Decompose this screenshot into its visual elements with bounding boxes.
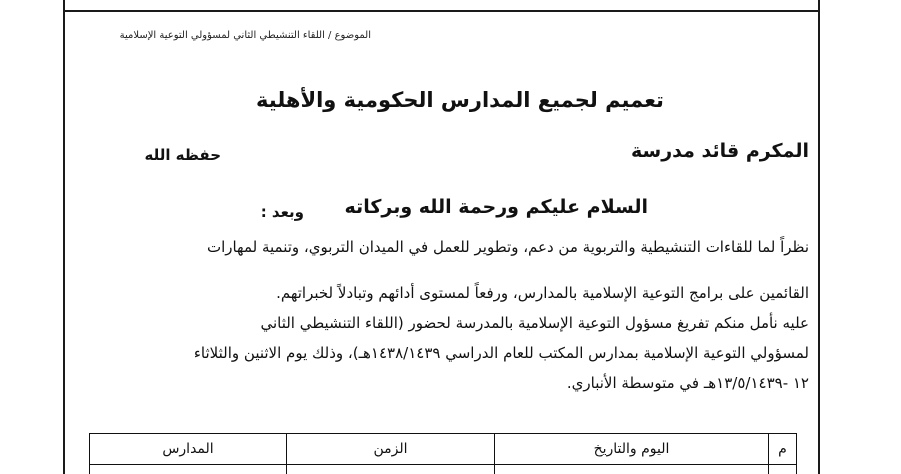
table-header-schools: المدارس: [162, 441, 214, 457]
subject-line: الموضوع / اللقاء التنشيطي الثاني لمسؤولي التوعية الإسلامية: [119, 30, 371, 41]
table-header-time: الزمن: [373, 441, 408, 457]
body-line-2: القائمين على برامج التوعية الإسلامية بالمدارس، ورفعاً لمستوى أدائهم وتبادلاً لخبراتهم.: [276, 284, 809, 302]
table-top-rule: [89, 433, 797, 434]
body-line-1: نظراً لما للقاءات التنشيطية والتربوية من دعم، وتطوير للعمل في الميدان التربوي، وتنمية لمهارات: [206, 238, 809, 256]
body-line-3: عليه نأمل منكم تفريغ مسؤول التوعية الإسلامية بالمدرسة لحضور (اللقاء التنشيطي الثاني: [260, 314, 809, 332]
greeting: السلام عليكم ورحمة الله وبركاته: [344, 196, 648, 218]
table-header-rule: [89, 464, 797, 465]
page-border-top: [63, 10, 820, 12]
addressee: المكرم قائد مدرسة: [631, 140, 809, 162]
table-header-index: م: [778, 441, 787, 457]
body-line-4: لمسؤولي التوعية الإسلامية بمدارس المكتب للعام الدراسي ١٤٣٨/١٤٣٩هـ)، وذلك يوم الاثنين والثلاثاء: [193, 344, 809, 362]
table-header-day-date: اليوم والتاريخ: [593, 441, 670, 457]
body-line-5: ١٢ -١٣/٥/١٤٣٩هـ في متوسطة الأنباري.: [566, 374, 809, 392]
table-border-right: [796, 433, 797, 474]
schedule-table: [89, 433, 797, 474]
after-greeting: وبعد :: [260, 203, 304, 221]
page-border-right: [818, 0, 820, 474]
honorific: حفظه الله: [144, 146, 221, 164]
circular-title: تعميم لجميع المدارس الحكومية والأهلية: [256, 88, 664, 112]
page-border-left: [63, 0, 65, 474]
